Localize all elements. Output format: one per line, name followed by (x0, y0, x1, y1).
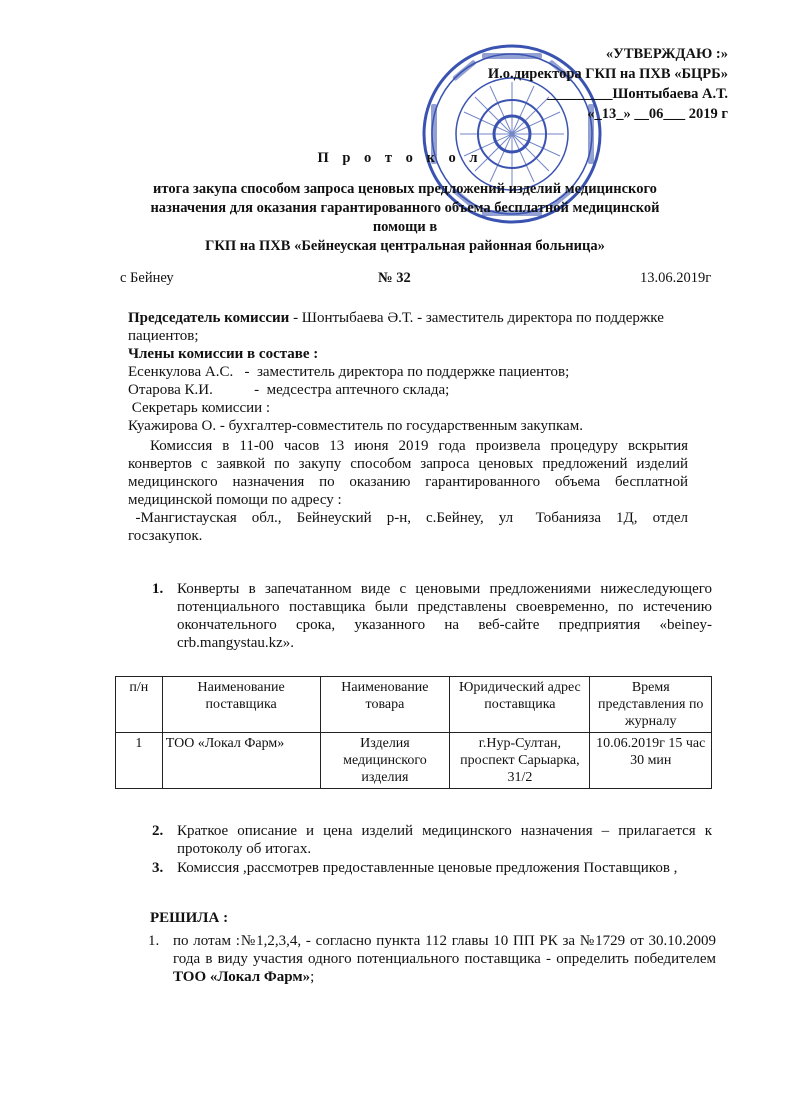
point-1-number: 1. (152, 581, 164, 597)
protocol-date: 13.06.2019г (640, 270, 712, 286)
members-label: Члены комиссии в составе : (128, 346, 319, 362)
document-title: П р о т о к о л (317, 150, 483, 166)
subtitle-line-2: назначения для оказания гарантированного объема бесплатной медицинской (150, 200, 660, 216)
table-cell: 1 (116, 733, 163, 789)
header-cell: Наименование товара (320, 677, 450, 733)
header-cell: Время представления по журналу (590, 677, 712, 733)
header-cell: Юридический адрес поставщика (450, 677, 590, 733)
decision-label: РЕШИЛА : (150, 910, 229, 926)
subtitle-line-3: помощи в (372, 219, 438, 235)
approval-position: И.о.директора ГКП на ПХВ «БЦРБ» (487, 66, 728, 82)
table-cell: 10.06.2019г 15 час 30 мин (590, 733, 712, 789)
winner-name: ТОО «Локал Фарм» (173, 969, 311, 985)
point-3-number: 3. (152, 860, 164, 876)
chair-text: - Шонтыбаева Ә.Т. - заместитель директора по поддержке пациентов; (128, 310, 664, 344)
table-header-row (116, 677, 712, 733)
secretary: Куажирова О. - бухгалтер-совместитель по государственным закупкам. (128, 418, 583, 434)
document-subtitle (150, 180, 660, 256)
intro-block (128, 437, 692, 545)
member-1: Есенкулова А.С. - заместитель директора по поддержке пациентов; (128, 364, 570, 380)
decision-body: по лотам :№1,2,3,4, - согласно пункта 112 главы 10 ПП РК за №1729 от 30.10.2009 года в виду участия одного потенциального поставщика - определить победителем (173, 933, 716, 967)
decision-text (173, 932, 716, 986)
chair-label: Председатель комиссии (128, 310, 290, 326)
point-3 (152, 859, 712, 877)
decision-tail: ; (310, 969, 315, 985)
member-2: Отарова К.И. - медсестра аптечного склада; (128, 382, 450, 398)
header-cell: п/н (116, 677, 163, 733)
intro-paragraph: Комиссия в 11-00 часов 13 июня 2019 года произвела процедуру вскрытия конвертов с заявкой по закупу способом запроса ценовых предложений изделий медицинского назначения по оказанию гарантированного объема бесплатной медицинской помощи по адресу : (128, 438, 688, 508)
decision-item (148, 932, 716, 986)
approval-signature: _________Шонтыбаева А.Т. (547, 86, 728, 102)
point-3-text: Комиссия ,рассмотрев предоставленные ценовые предложения Поставщиков , (177, 860, 678, 876)
point-1-text: Конверты в запечатанном виде с ценовыми предложениями нижеследующего потенциального поставщика были представлены своевременно, по истечению окончательного срока, указанного на веб-сайте предприятия «beiney-crb.mangystau.kz». (177, 581, 712, 651)
secretary-label: Секретарь комиссии : (128, 400, 271, 416)
table-cell: г.Нур-Султан, проспект Сарыарка, 31/2 (450, 733, 590, 789)
subtitle-line-4: ГКП на ПХВ «Бейнеуская центральная районная больница» (205, 238, 605, 254)
commission-block (128, 309, 678, 435)
address-paragraph: -Мангистауская обл., Бейнеуский р-н, с.Бейнеу, ул Тобанияза 1Д, отдел госзакупок. (128, 510, 692, 544)
approval-date: «_13_» __06___ 2019 г (587, 106, 728, 122)
decision-number: 1. (148, 933, 160, 949)
point-2-text: Краткое описание и цена изделий медицинского назначения – прилагается к протоколу об итогах. (177, 823, 712, 857)
point-2 (152, 822, 712, 858)
header-cell: Наименование поставщика (162, 677, 320, 733)
place: с Бейнеу (120, 270, 174, 286)
point-1 (152, 580, 712, 652)
table-cell: ТОО «Локал Фарм» (162, 733, 320, 789)
approval-title: «УТВЕРЖДАЮ :» (605, 46, 728, 62)
subtitle-line-1: итога закупа способом запроса ценовых предложений изделий медицинского (153, 181, 657, 197)
protocol-number: № 32 (378, 270, 411, 286)
suppliers-table (115, 676, 712, 789)
chair-line (128, 309, 678, 345)
table-row (116, 733, 712, 789)
approval-block (488, 44, 728, 124)
table-cell: Изделия медицинского изделия (320, 733, 450, 789)
point-2-number: 2. (152, 823, 164, 839)
